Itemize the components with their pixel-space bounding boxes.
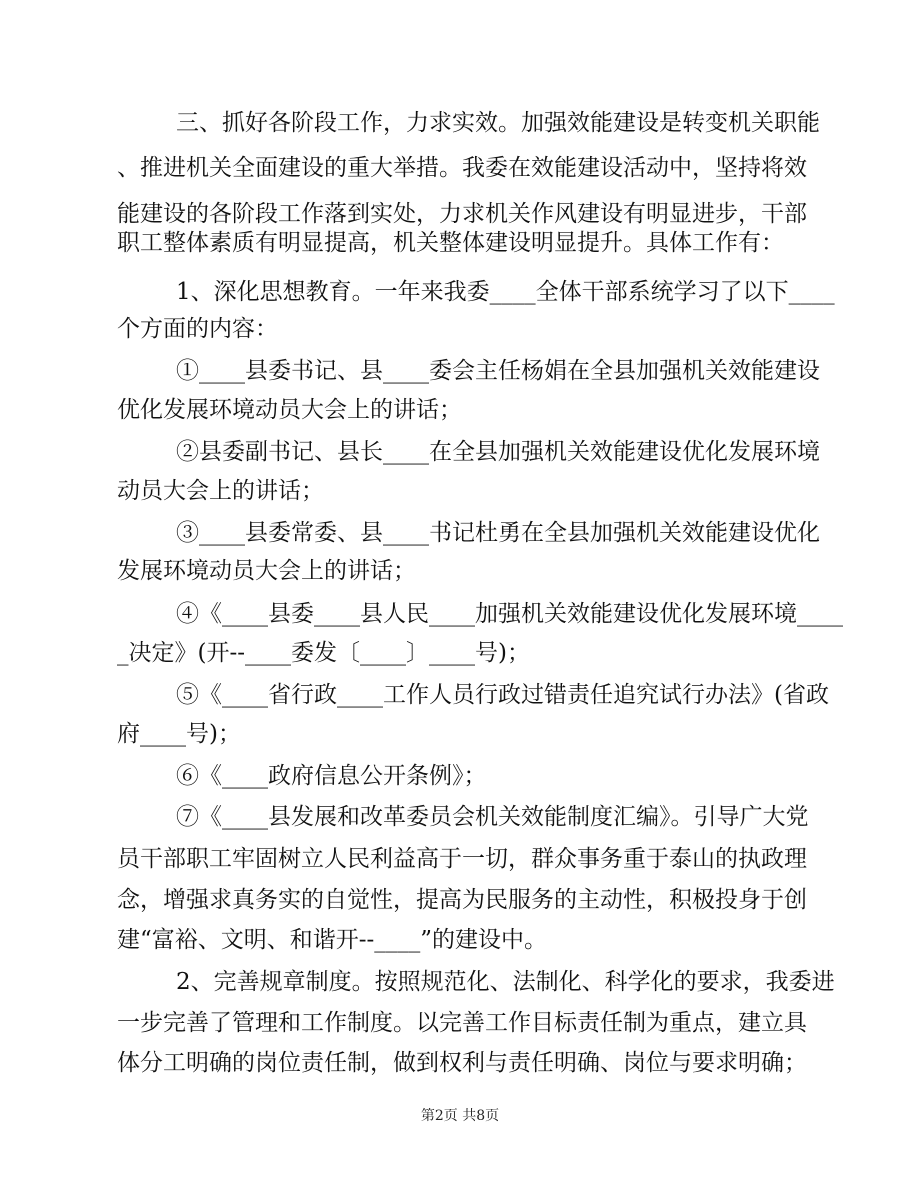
text-line: 职工整体素质有明显提高，机关整体建设明显提升。具体工作有： — [117, 230, 784, 256]
text-line: 三、抓好各阶段工作，力求实效。加强效能建设是转变机关职能 — [176, 110, 820, 136]
page-number: 第2页 共8页 — [420, 1108, 500, 1124]
text-line: 体分工明确的岗位责任制，做到权利与责任明确、岗位与要求明确； — [117, 1050, 807, 1076]
text-line: 念，增强求真务实的自觉性，提高为民服务的主动性，积极投身于创 — [117, 887, 807, 913]
text-line: 一步完善了管理和工作制度。以完善工作目标责任制为重点，建立具 — [117, 1010, 807, 1036]
text-line: ⑥《____政府信息公开条例》； — [176, 763, 487, 789]
text-line: 能建设的各阶段工作落到实处，力求机关作风建设有明显进步，干部 — [117, 201, 807, 227]
text-line: _决定》(开--____委发〔____〕____号)； — [117, 640, 530, 666]
text-line: 动员大会上的讲话； — [117, 478, 324, 504]
text-line: 、推进机关全面建设的重大举措。我委在效能建设活动中，坚持将效 — [117, 155, 807, 181]
text-line: 员干部职工牢固树立人民利益高于一切，群众事务重于泰山的执政理 — [117, 846, 807, 872]
text-line: ①____县委书记、县____委会主任杨娟在全县加强机关效能建设 — [176, 358, 820, 384]
text-line: 个方面的内容： — [117, 316, 278, 342]
text-line: 府____号)； — [117, 721, 241, 747]
text-line: 建“富裕、文明、和谐开--____”的建设中。 — [117, 927, 548, 953]
text-line: 优化发展环境动员大会上的讲话； — [117, 397, 462, 423]
text-line: ③____县委常委、县____书记杜勇在全县加强机关效能建设优化 — [176, 520, 820, 546]
text-line: 2、完善规章制度。按照规范化、法制化、科学化的要求，我委进 — [176, 969, 835, 995]
text-line: 发展环境动员大会上的讲话； — [117, 558, 416, 584]
text-line: 1、深化思想教育。一年来我委____全体干部系统学习了以下____ — [176, 279, 835, 305]
text-line: ⑤《____省行政____工作人员行政过错责任追究试行办法》(省政 — [176, 682, 829, 708]
text-line: ⑦《____县发展和改革委员会机关效能制度汇编》。引导广大党 — [176, 804, 809, 830]
text-line: ④《____县委____县人民____加强机关效能建设优化发展环境____ — [176, 601, 843, 627]
text-line: ②县委副书记、县长____在全县加强机关效能建设优化发展环境 — [176, 439, 820, 465]
